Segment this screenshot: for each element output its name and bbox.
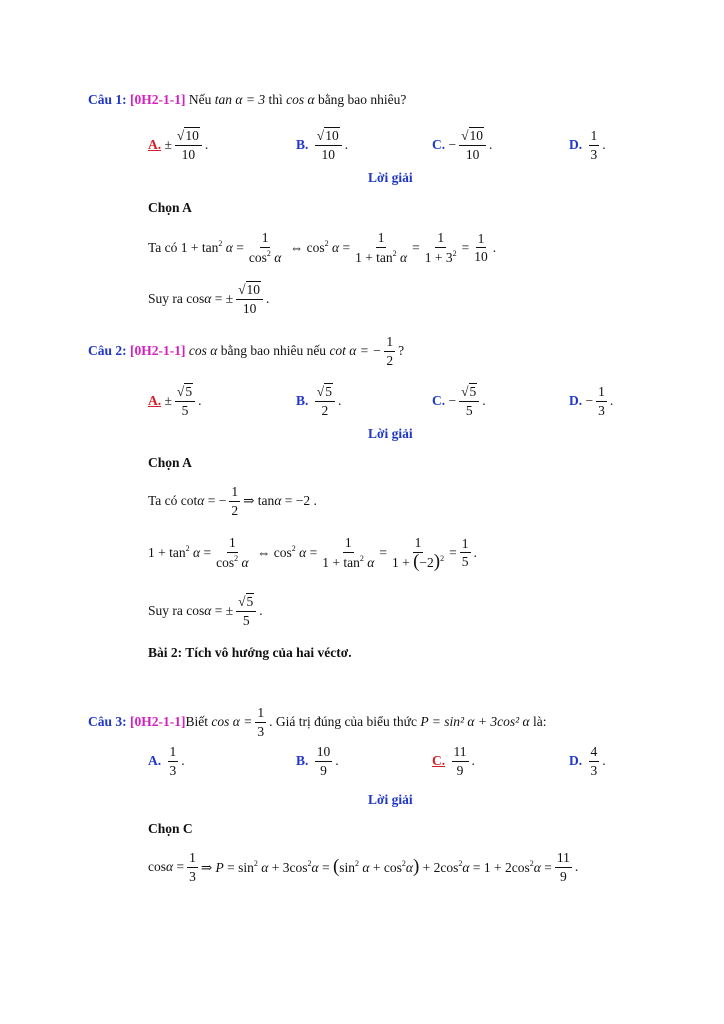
q3-stem: Câu 3: [0H2-1-1] Biết cos α = $\frac{1}{3}$ . Giá trị đúng của biểu thức P = sin² α + 3cos² α là: [88, 705, 547, 739]
q1-option-b[interactable]: B. √10 10 . [296, 128, 349, 162]
q1-option-a[interactable]: A. ± $\frac{√10}{10}$ . [148, 128, 209, 162]
q2-option-c[interactable]: C. − $\frac{√5}{5}$ . [432, 384, 486, 418]
q1-label: Câu 1: [88, 92, 127, 107]
q1-solution-title: Lời giải [368, 170, 413, 185]
q3-option-d[interactable]: D. 4 3 . [569, 744, 606, 778]
q2-tag: [0H2-1-1] [130, 343, 186, 359]
q3-solution-title: Lời giải [368, 792, 413, 807]
q1-option-c[interactable]: C. − $\frac{√10}{10}$ . [432, 128, 493, 162]
q2-option-a[interactable]: A. ± $\frac{√5}{5}$ . [148, 384, 202, 418]
q1-work-1: Ta có $1 + \tan^2 \alpha$ = $\frac{1}{\cos^2 \alpha}$ ⇔ $\cos^2 \alpha$ = $\frac{1}{1 + \tan^2 \alpha}$ = 1 $1 + 3^2$ = 1 10 . [148, 230, 497, 265]
q2-label: Câu 2: [88, 343, 127, 359]
q3-answer: Chọn C [148, 821, 193, 836]
q3-work-1: cosα = $\frac{1}{3}$ ⇒ $P = \sin^2 \alpha + 3\cos^2\alpha = (\sin^2$ $\alpha + \cos^2\alpha) + 2\cos^2\alpha = 1 + 2\cos^2\alpha$ = $\frac{11}{9}$ . [148, 850, 579, 884]
q2-work-3: Suy ra cosα = ± $\frac{√5}{5}$ . [148, 594, 263, 628]
q3-option-a[interactable]: A. 1 3 . [148, 744, 185, 778]
q3-option-b[interactable]: B. 10 9 . [296, 744, 339, 778]
section-title: Bài 2: Tích vô hướng của hai véctơ. [148, 645, 352, 660]
q1-answer: Chọn A [148, 200, 192, 215]
q2-work-2: $1 + \tan^2 \alpha$ = $\frac{1}{\cos^2 \alpha}$ ⇔ $\cos^2 \alpha$ = $\frac{1}{1 + \tan^2 \alpha}$ = 1 $1 + (-2)^2$ = 1 5 . [148, 535, 477, 572]
q1-option-d[interactable]: D. 1 3 . [569, 128, 606, 162]
q2-work-1: Ta có cotα = − $\frac{1}{2}$ ⇒ tanα = −2 . [148, 484, 317, 518]
q2-solution-title: Lời giải [368, 426, 413, 441]
q2-answer: Chọn A [148, 455, 192, 470]
q1-work-2: Suy ra cosα = ± $\frac{√10}{10}$ . [148, 282, 270, 316]
q3-tag: [0H2-1-1] [130, 714, 186, 730]
q1-stem: Câu 1: [0H2-1-1] Nếu tan α = 3 thì cos α bằng bao nhiêu? [88, 92, 407, 107]
q3-option-c[interactable]: C. 11 9 . [432, 744, 475, 778]
q1-tag: [0H2-1-1] [130, 92, 186, 107]
q2-option-b[interactable]: B. √5 2 . [296, 384, 342, 418]
q2-stem: Câu 2: [0H2-1-1] cos α bằng bao nhiêu nếu cot α = − $\frac{1}{2}$ ? [88, 334, 405, 368]
q3-label: Câu 3: [88, 714, 127, 730]
q2-option-d[interactable]: D. − $\frac{1}{3}$ . [569, 384, 614, 418]
